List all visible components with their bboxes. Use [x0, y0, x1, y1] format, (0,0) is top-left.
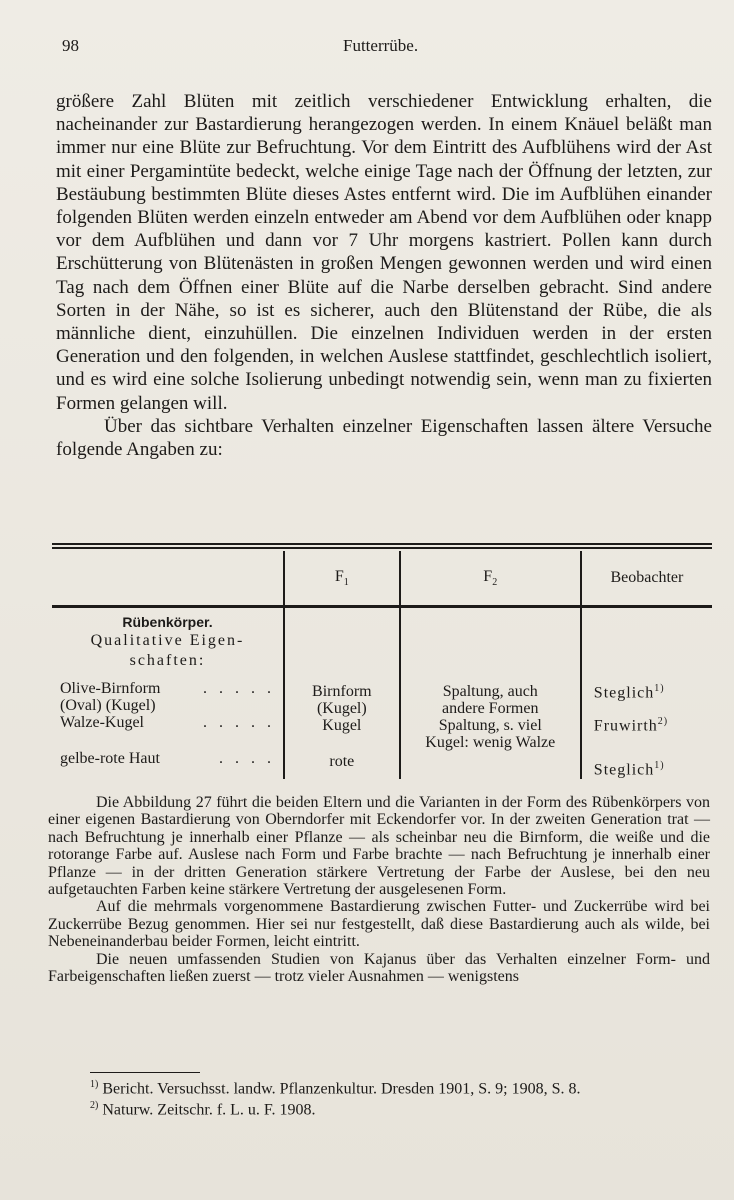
f1-value: rote — [329, 753, 355, 770]
trait-row: (Oval) (Kugel) — [60, 697, 156, 714]
header-observer: Beobachter — [581, 551, 712, 607]
traits-table — [52, 551, 712, 779]
subsection-title-2: schaften: — [129, 652, 206, 669]
small-paragraph-3: Die neuen umfassenden Studien von Kajanus über das Verhalten einzelner Form- und Farbeigenschaften ließen zuerst — trotz vieler Ausnahmen — wenigstens — [48, 950, 710, 986]
table-header-row — [52, 551, 712, 607]
small-paragraph-2: Auf die mehrmals vorgenommene Bastardierung zwischen Futter- und Zuckerrübe wird bei Zuckerrübe Bezug genommen. Hier sei nur festgestellt, daß diese Bastardierung auch als wilde, bei Nebeneinanderbau beider Formen, leicht eintritt. — [48, 898, 710, 951]
page-number: 98 — [62, 36, 79, 55]
trait-row: gelbe-rote Haut . . . . — [60, 750, 275, 767]
observer-entry: Steglich$^{1)}$ — [593, 683, 665, 702]
f1-value: Kugel — [322, 717, 362, 734]
section-title: Rübenkörper. — [122, 614, 213, 630]
paragraph-2: Über das sichtbare Verhalten einzelner Eigenschaften lassen ältere Versuche folgende Angaben zu: — [56, 415, 712, 461]
trait-row: Olive-Birnform . . . . . — [60, 680, 275, 697]
footnotes — [90, 1076, 710, 1119]
f1-column — [284, 607, 400, 779]
f1-value: Birnform — [312, 683, 372, 700]
header-f1: $F_1$ — [284, 551, 400, 607]
running-title: Futterrübe. — [343, 36, 419, 55]
footnote-2: $^{2)}$ Naturw. Zeitschr. f. L. u. F. 1908. — [90, 1100, 316, 1119]
footnote-1: $^{1)}$ Bericht. Versuchsst. landw. Pflanzenkultur. Dresden 1901, S. 9; 1908, S. 8. — [90, 1079, 581, 1098]
header-f2: $F_2$ — [400, 551, 581, 607]
observer-entry: Steglich$^{1)}$ — [593, 759, 665, 778]
f2-value: Spaltung, s. viel — [438, 717, 542, 734]
main-text — [56, 90, 712, 461]
f2-value: Kugel: wenig Walze — [425, 734, 556, 751]
footnote-rule — [90, 1072, 200, 1073]
observer-entry: Fruwirth$^{2)}$ — [593, 716, 669, 735]
trait-row: Walze-Kugel . . . . . — [60, 714, 275, 731]
f2-value: Spaltung, auch — [442, 683, 538, 700]
subsection-title-1: Qualitative Eigen- — [90, 632, 245, 649]
small-paragraph-1: Die Abbildung 27 führt die beiden Eltern und die Varianten in der Form des Rübenkörpers von einer eigenen Bastardierung von Oberndorfer mit Eckendorfer vor. In der zweiten Generation trat — nach Befruchtung je innerhalb einer Pflanze — als scheinbar neu die Birnform, die weiße und die rotorange Farbe auf. Auslese nach Form und Farbe brachte — nach Befruchtung je innerhalb einer Pflanze — in der dritten Generation stärkere Vertretung der Farbe der Auslese, bei den neu aufgetauchten Farben keine stärkere Vertretung der ausgelesenen Form. — [48, 794, 710, 899]
f1-value: (Kugel) — [316, 700, 367, 717]
trait-column — [52, 607, 284, 779]
header-blank — [52, 551, 284, 607]
observer-column — [581, 607, 712, 779]
f2-column — [400, 607, 581, 779]
small-print-text — [48, 794, 710, 985]
f2-value: andere Formen — [442, 700, 539, 717]
table-top-rule — [52, 543, 712, 549]
table-body-row — [52, 607, 712, 779]
paragraph-1: größere Zahl Blüten mit zeitlich verschiedener Entwicklung erhalten, die nacheinander zur Bastardierung herangezogen werden. In einem Knäuel beläßt man immer nur eine Blüte zur Befruchtung. Vor dem Eintritt des Aufblühens wird der Ast mit einer Pergamintüte bedeckt, welche einige Tage nach der Öffnung der letzten, zur Bestäubung bestimmten Blüte dieses Astes entfernt wird. Die im Aufblühen einander folgenden Blüten werden einzeln entweder am Abend vor dem Aufblühen oder knapp vor dem Aufblühen und dann vor 7 Uhr morgens kastriert. Pollen kann durch Erschütterung von Blütenästen in großen Mengen gewonnen werden und wird einen Tag nach dem Öffnen einer Blüte auf die Narbe derselben gebracht. Sind andere Sorten in der Nähe, so ist es sicherer, auch den Blütenstand der Rübe, die als männliche dient, einzuhüllen. Die einzelnen Individuen werden in der ersten Generation und den folgenden, in welchen Auslese stattfindet, geschlechtlich isoliert, und es wird eine solche Isolierung unbedingt notwendig sein, wenn man zu fixierten Formen gelangen will. — [56, 91, 712, 414]
